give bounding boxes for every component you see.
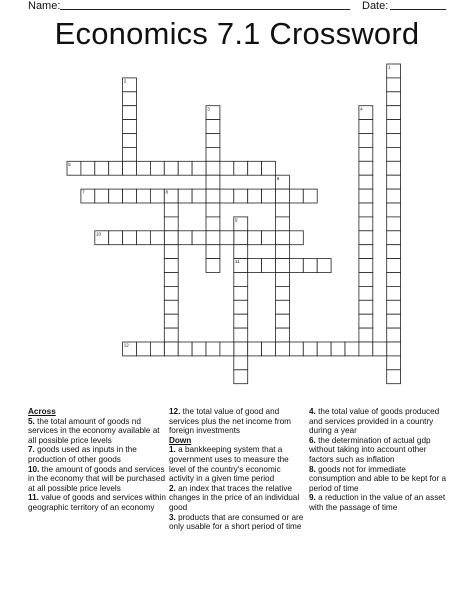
grid-cell[interactable]	[387, 78, 401, 92]
grid-cell[interactable]	[359, 259, 373, 273]
grid-cell[interactable]	[178, 231, 192, 245]
grid-cell[interactable]	[359, 189, 373, 203]
down-heading: Down	[169, 435, 192, 445]
grid-cell[interactable]	[123, 92, 137, 106]
grid-cell[interactable]	[234, 342, 248, 356]
grid-cell[interactable]	[387, 286, 401, 300]
clue-down-9: 9. a reduction in the value of an asset with the passage of time	[309, 493, 446, 512]
cell-number: 5	[68, 161, 71, 167]
cell-number: 9	[235, 217, 238, 223]
grid-cell[interactable]	[262, 259, 276, 273]
grid-cell[interactable]	[220, 342, 234, 356]
grid-cell[interactable]	[192, 189, 206, 203]
grid-cell[interactable]	[95, 161, 109, 175]
grid-cell[interactable]	[220, 189, 234, 203]
grid-cell[interactable]	[234, 231, 248, 245]
grid-cell[interactable]	[248, 161, 262, 175]
clue-down-8: 8. goods not for immediate consumption and able to be kept for a period of time	[309, 464, 447, 493]
grid-cell[interactable]	[276, 342, 290, 356]
grid-cell[interactable]	[387, 189, 401, 203]
grid-cell[interactable]	[206, 203, 220, 217]
grid-cell[interactable]	[81, 161, 95, 175]
grid-cell[interactable]	[206, 189, 220, 203]
grid-cell[interactable]	[164, 300, 178, 314]
grid-cell[interactable]	[164, 328, 178, 342]
grid-cell[interactable]	[387, 314, 401, 328]
grid-cell[interactable]	[164, 245, 178, 259]
grid-cell[interactable]	[262, 189, 276, 203]
page-title: Economics 7.1 Crossword	[54, 16, 420, 51]
grid-cell[interactable]	[387, 300, 401, 314]
grid-cell[interactable]	[387, 147, 401, 161]
grid-cell[interactable]	[109, 161, 123, 175]
grid-cell[interactable]	[359, 147, 373, 161]
clue-across-7: 7. goods used as inputs in the production of other goods	[28, 445, 137, 464]
grid-cell[interactable]	[387, 259, 401, 273]
clue-down-6: 6. the determination of actual gdp without taking into account other factors such as inflation	[309, 435, 431, 464]
grid-cell[interactable]	[123, 161, 137, 175]
grid-cell[interactable]	[276, 273, 290, 287]
grid-cell[interactable]	[206, 120, 220, 134]
grid-cell[interactable]	[387, 161, 401, 175]
grid-cell[interactable]	[359, 245, 373, 259]
grid-cell[interactable]	[387, 134, 401, 148]
grid-cell[interactable]	[234, 328, 248, 342]
clues-column-2	[169, 407, 307, 532]
grid-cell[interactable]	[289, 231, 303, 245]
grid-cell[interactable]	[359, 161, 373, 175]
grid-cell[interactable]	[206, 259, 220, 273]
grid-cell[interactable]	[234, 370, 248, 384]
clue-down-3: 3. products that are consumed or are only usable for a short period of time	[169, 512, 304, 532]
grid-cell[interactable]	[289, 189, 303, 203]
grid-cell[interactable]	[137, 231, 151, 245]
grid-cell[interactable]	[234, 273, 248, 287]
grid-cell[interactable]	[123, 231, 137, 245]
grid-cell[interactable]	[317, 342, 331, 356]
grid-cell[interactable]	[276, 189, 290, 203]
grid-cell[interactable]	[276, 231, 290, 245]
grid-cell[interactable]	[387, 231, 401, 245]
grid-cell[interactable]	[164, 203, 178, 217]
grid-cell[interactable]	[150, 189, 164, 203]
grid-cell[interactable]	[137, 342, 151, 356]
grid-cell[interactable]	[262, 231, 276, 245]
grid-cell[interactable]	[234, 356, 248, 370]
clue-across-12: 12. the total value of good and services plus the net income from foreign investments	[169, 407, 291, 436]
grid-cell[interactable]	[206, 134, 220, 148]
grid-cell[interactable]	[164, 161, 178, 175]
across-heading: Across	[28, 407, 56, 416]
grid-cell[interactable]	[109, 189, 123, 203]
grid-cell[interactable]	[359, 273, 373, 287]
grid-cell[interactable]	[387, 273, 401, 287]
grid-cell[interactable]	[262, 342, 276, 356]
grid-cell[interactable]	[206, 161, 220, 175]
grid-cell[interactable]	[234, 300, 248, 314]
grid-cell[interactable]	[387, 370, 401, 384]
grid-cell[interactable]	[373, 342, 387, 356]
grid-cell[interactable]	[359, 217, 373, 231]
grid-cell[interactable]	[137, 161, 151, 175]
cell-number: 10	[96, 231, 102, 237]
grid-cell[interactable]	[150, 231, 164, 245]
cell-number: 1	[387, 64, 391, 70]
grid-cell[interactable]	[303, 259, 317, 273]
grid-cell[interactable]	[178, 342, 192, 356]
grid-cell[interactable]	[345, 342, 359, 356]
cell-number: 12	[123, 342, 129, 348]
grid-cell[interactable]	[192, 161, 206, 175]
grid-cell[interactable]	[206, 217, 220, 231]
clue-down-4: 4. the total value of goods produced and services provided in a country during a year	[309, 407, 440, 436]
grid-cell[interactable]	[262, 161, 276, 175]
grid-cell[interactable]	[317, 259, 331, 273]
grid-cell[interactable]	[206, 245, 220, 259]
grid-cell[interactable]	[359, 300, 373, 314]
grid-cell[interactable]	[164, 217, 178, 231]
grid-cell[interactable]	[164, 342, 178, 356]
grid-cell[interactable]	[387, 217, 401, 231]
grid-cell[interactable]	[234, 286, 248, 300]
grid-cell[interactable]	[95, 189, 109, 203]
grid-cell[interactable]	[303, 189, 317, 203]
grid-cell[interactable]	[220, 231, 234, 245]
grid-cell[interactable]	[359, 314, 373, 328]
grid-cell[interactable]	[123, 106, 137, 120]
grid-cell[interactable]	[387, 328, 401, 342]
grid-cell[interactable]	[178, 189, 192, 203]
grid-cell[interactable]	[276, 314, 290, 328]
grid-cell[interactable]	[289, 259, 303, 273]
grid-cell[interactable]	[276, 203, 290, 217]
clue-across-11: 11. value of goods and services within geographic territory of an economy	[28, 493, 166, 512]
grid-cell[interactable]	[123, 147, 137, 161]
grid-cell[interactable]	[359, 231, 373, 245]
grid-cell[interactable]	[248, 259, 262, 273]
clue-across-5: 5. the total amount of goods nd services in the economy available at all possible price levels	[28, 416, 160, 445]
clues-column-3	[309, 407, 451, 513]
grid-cell[interactable]	[206, 342, 220, 356]
grid-cell[interactable]	[387, 342, 401, 356]
grid-cell[interactable]	[192, 231, 206, 245]
clues-column-1	[28, 407, 166, 513]
grid-cell[interactable]	[164, 231, 178, 245]
grid-cell[interactable]	[164, 273, 178, 287]
grid-cell[interactable]	[276, 217, 290, 231]
grid-cell[interactable]	[387, 245, 401, 259]
grid-cell[interactable]	[206, 147, 220, 161]
grid-cell[interactable]	[359, 286, 373, 300]
grid-cell[interactable]	[387, 120, 401, 134]
grid-cell[interactable]	[276, 300, 290, 314]
grid-cell[interactable]	[276, 286, 290, 300]
grid-cell[interactable]	[359, 328, 373, 342]
grid-cell[interactable]	[248, 231, 262, 245]
clue-down-2: 2. an index that traces the relative changes in the price of an individual good	[169, 483, 300, 512]
grid-cell[interactable]	[109, 231, 123, 245]
grid-cell[interactable]	[220, 161, 234, 175]
grid-cell[interactable]	[303, 342, 317, 356]
grid-cell[interactable]	[164, 314, 178, 328]
cell-number: 7	[82, 189, 85, 195]
grid-cell[interactable]	[387, 92, 401, 106]
grid-cell[interactable]	[206, 231, 220, 245]
grid-cell[interactable]	[164, 259, 178, 273]
grid-cell[interactable]	[387, 175, 401, 189]
cell-number: 4	[360, 106, 363, 112]
grid-cell[interactable]	[276, 259, 290, 273]
date-label: Date:	[362, 0, 389, 12]
grid-cell[interactable]	[387, 203, 401, 217]
grid-cell[interactable]	[123, 120, 137, 134]
grid-cell[interactable]	[234, 189, 248, 203]
cell-number: 11	[235, 259, 240, 265]
grid-cell[interactable]	[192, 342, 206, 356]
grid-cell[interactable]	[276, 245, 290, 259]
grid-cell[interactable]	[359, 175, 373, 189]
grid-cell[interactable]	[387, 356, 401, 370]
grid-cell[interactable]	[234, 245, 248, 259]
grid-cell[interactable]	[359, 342, 373, 356]
grid-cell[interactable]	[137, 189, 151, 203]
grid-cell[interactable]	[150, 342, 164, 356]
name-label: Name:	[28, 0, 61, 12]
grid-cell[interactable]	[248, 342, 262, 356]
grid-cell[interactable]	[123, 134, 137, 148]
cell-number: 6	[276, 175, 280, 181]
grid-cell[interactable]	[359, 134, 373, 148]
grid-cell[interactable]	[164, 286, 178, 300]
cell-number: 2	[123, 78, 127, 84]
grid-cell[interactable]	[359, 120, 373, 134]
clue-across-10: 10. the amount of goods and services in the economy that will be purchased at all possible price levels	[28, 464, 165, 493]
cell-number: 8	[165, 189, 169, 195]
grid-cell[interactable]	[206, 175, 220, 189]
grid-cell[interactable]	[234, 161, 248, 175]
grid-cell[interactable]	[276, 328, 290, 342]
cell-number: 3	[207, 106, 210, 112]
grid-cell[interactable]	[123, 189, 137, 203]
grid-cell[interactable]	[178, 161, 192, 175]
grid-cell[interactable]	[387, 106, 401, 120]
grid-cell[interactable]	[248, 189, 262, 203]
grid-cell[interactable]	[289, 342, 303, 356]
grid-cell[interactable]	[150, 161, 164, 175]
grid-cell[interactable]	[234, 314, 248, 328]
clue-down-1: 1. a bankkeeping system that a government uses to measure the level of the country's economic activity in a given time period	[169, 445, 289, 484]
grid-cell[interactable]	[359, 203, 373, 217]
grid-cell[interactable]	[331, 342, 345, 356]
